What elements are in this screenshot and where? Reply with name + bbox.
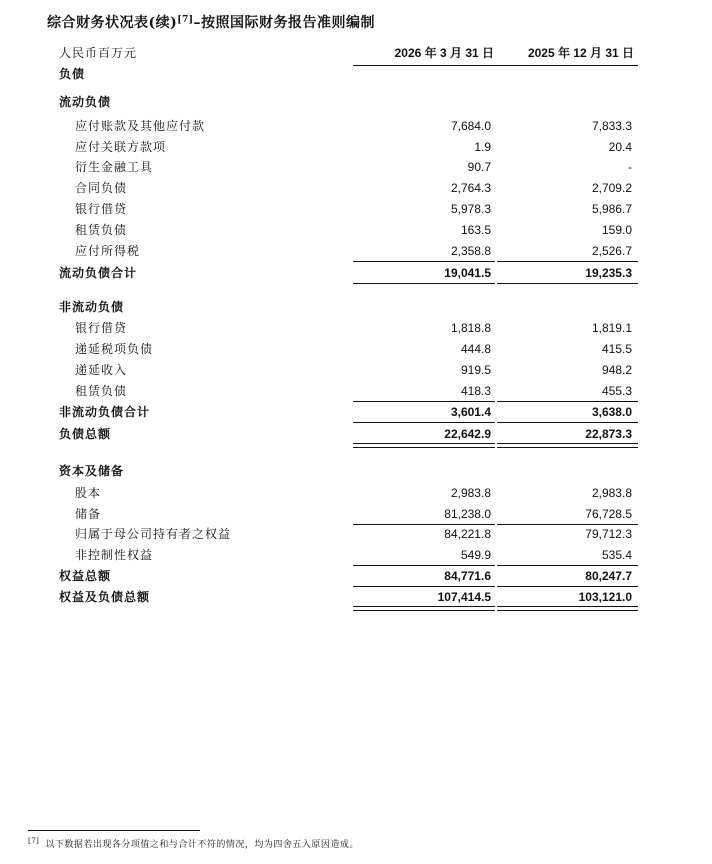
subtotal-rule-2025 xyxy=(497,261,638,262)
row-label: 非流动负债合计 xyxy=(59,405,151,419)
table-row xyxy=(0,92,712,112)
table-row xyxy=(0,116,712,136)
row-value-2026: 22,642.9 xyxy=(444,427,491,441)
table-row-subtotal xyxy=(0,263,712,283)
row-value-2026: 2,983.8 xyxy=(450,486,491,500)
row-label: 流动负债合计 xyxy=(59,266,138,280)
table-row xyxy=(0,220,712,240)
row-value-2026: 549.9 xyxy=(460,548,491,562)
row-label: 递延税项负债 xyxy=(75,342,154,356)
row-label: 租赁负债 xyxy=(75,384,128,398)
table-row xyxy=(0,178,712,198)
row-value-2026: 1.9 xyxy=(474,140,491,154)
row-label: 银行借贷 xyxy=(75,321,128,335)
total-double-underline-2026 xyxy=(353,443,495,448)
page-title xyxy=(47,12,375,32)
row-value-2025: 3,638.0 xyxy=(591,405,632,419)
row-value-2026: 7,684.0 xyxy=(450,119,491,133)
table-row xyxy=(0,461,712,481)
row-value-2026: 107,414.5 xyxy=(437,590,491,604)
table-row xyxy=(0,339,712,359)
table-row xyxy=(0,360,712,380)
row-value-2026: 84,771.6 xyxy=(444,569,491,583)
row-label: 负债总额 xyxy=(59,427,112,441)
subtotal-underline-2025 xyxy=(497,422,638,423)
total-double-underline-2026 xyxy=(353,606,495,611)
table-row xyxy=(0,199,712,219)
table-row-subtotal xyxy=(0,402,712,422)
row-value-2026: 444.8 xyxy=(460,342,491,356)
row-value-2026: 90.7 xyxy=(467,160,491,174)
table-row xyxy=(0,241,712,261)
title-suffix: –按照国际财务报告准则编制 xyxy=(193,15,376,31)
footnote-separator xyxy=(28,830,200,831)
table-row-subtotal xyxy=(0,566,712,586)
table-row-total xyxy=(0,587,712,607)
title-footnote-ref: [7] xyxy=(177,15,194,25)
table-row-total xyxy=(0,424,712,444)
row-value-2025: 19,235.3 xyxy=(585,266,632,280)
subtotal-underline-2025 xyxy=(497,283,638,284)
row-value-2025: 2,709.2 xyxy=(591,181,632,195)
row-label: 应付关联方款项 xyxy=(75,140,167,154)
row-value-2025: 5,986.7 xyxy=(591,202,632,216)
row-value-2025: 2,983.8 xyxy=(591,486,632,500)
row-value-2025: 103,121.0 xyxy=(578,590,632,604)
title-main: 综合财务状况表(续) xyxy=(47,15,178,31)
row-value-2026: 2,358.8 xyxy=(450,244,491,258)
row-label: 权益总额 xyxy=(59,569,112,583)
section-heading-liabilities: 负债 xyxy=(59,67,86,81)
row-value-2025: 79,712.3 xyxy=(585,527,632,541)
row-value-2026: 163.5 xyxy=(460,223,491,237)
row-value-2026: 1,818.8 xyxy=(450,321,491,335)
row-value-2026: 19,041.5 xyxy=(444,266,491,280)
row-value-2026: 919.5 xyxy=(460,363,491,377)
row-value-2025: 76,728.5 xyxy=(585,507,632,521)
row-value-2025: 22,873.3 xyxy=(585,427,632,441)
total-double-underline-2025 xyxy=(497,606,638,611)
row-value-2025: 1,819.1 xyxy=(591,321,632,335)
row-label: 归属于母公司持有者之权益 xyxy=(75,527,232,541)
unit-label: 人民币百万元 xyxy=(59,46,138,60)
row-value-2026: 418.3 xyxy=(460,384,491,398)
subtotal-underline-2026 xyxy=(353,283,495,284)
table-row xyxy=(0,483,712,503)
row-label: 递延收入 xyxy=(75,363,128,377)
row-value-2025: 948.2 xyxy=(601,363,632,377)
table-row xyxy=(0,504,712,524)
table-row xyxy=(0,297,712,317)
table-row xyxy=(0,381,712,401)
subtotal-rule-2026 xyxy=(353,261,495,262)
row-value-2025: 20.4 xyxy=(608,140,632,154)
row-value-2025: 415.5 xyxy=(601,342,632,356)
row-value-2025: 80,247.7 xyxy=(585,569,632,583)
row-value-2025: 2,526.7 xyxy=(591,244,632,258)
section-heading-noncurrent-liabilities: 非流动负债 xyxy=(59,300,125,314)
footnote xyxy=(28,837,359,850)
row-value-2025: - xyxy=(628,160,632,174)
section-heading-capital-reserves: 资本及储备 xyxy=(59,464,125,478)
row-label: 合同负债 xyxy=(75,181,128,195)
row-label: 股本 xyxy=(75,486,102,500)
footnote-marker: [7] xyxy=(28,837,40,845)
row-label: 应付所得税 xyxy=(75,244,141,258)
row-value-2025: 159.0 xyxy=(601,223,632,237)
row-value-2026: 81,238.0 xyxy=(444,507,491,521)
footnote-text: 以下数据若出现各分项值之和与合计不符的情况，均为四舍五入原因造成。 xyxy=(45,840,359,850)
row-label: 租赁负债 xyxy=(75,223,128,237)
total-double-underline-2025 xyxy=(497,443,638,448)
subtotal-underline-2026 xyxy=(353,422,495,423)
row-label: 权益及负债总额 xyxy=(59,590,151,604)
table-row xyxy=(0,137,712,157)
row-label: 银行借贷 xyxy=(75,202,128,216)
table-row xyxy=(0,318,712,338)
column-header-2025: 2025 年 12 月 31 日 xyxy=(527,46,634,60)
column-header-2026: 2026 年 3 月 31 日 xyxy=(394,46,494,60)
row-value-2026: 5,978.3 xyxy=(450,202,491,216)
row-label: 衍生金融工具 xyxy=(75,160,154,174)
row-value-2026: 2,764.3 xyxy=(450,181,491,195)
row-value-2026: 84,221.8 xyxy=(444,527,491,541)
row-value-2025: 7,833.3 xyxy=(591,119,632,133)
row-label: 非控制性权益 xyxy=(75,548,154,562)
table-row xyxy=(0,64,712,84)
table-row xyxy=(0,157,712,177)
table-row xyxy=(0,545,712,565)
table-row xyxy=(0,524,712,544)
row-value-2025: 535.4 xyxy=(601,548,632,562)
row-value-2026: 3,601.4 xyxy=(450,405,491,419)
row-label: 储备 xyxy=(75,507,102,521)
section-heading-current-liabilities: 流动负债 xyxy=(59,95,112,109)
row-label: 应付账款及其他应付款 xyxy=(75,119,206,133)
row-value-2025: 455.3 xyxy=(601,384,632,398)
table-header xyxy=(0,43,712,63)
